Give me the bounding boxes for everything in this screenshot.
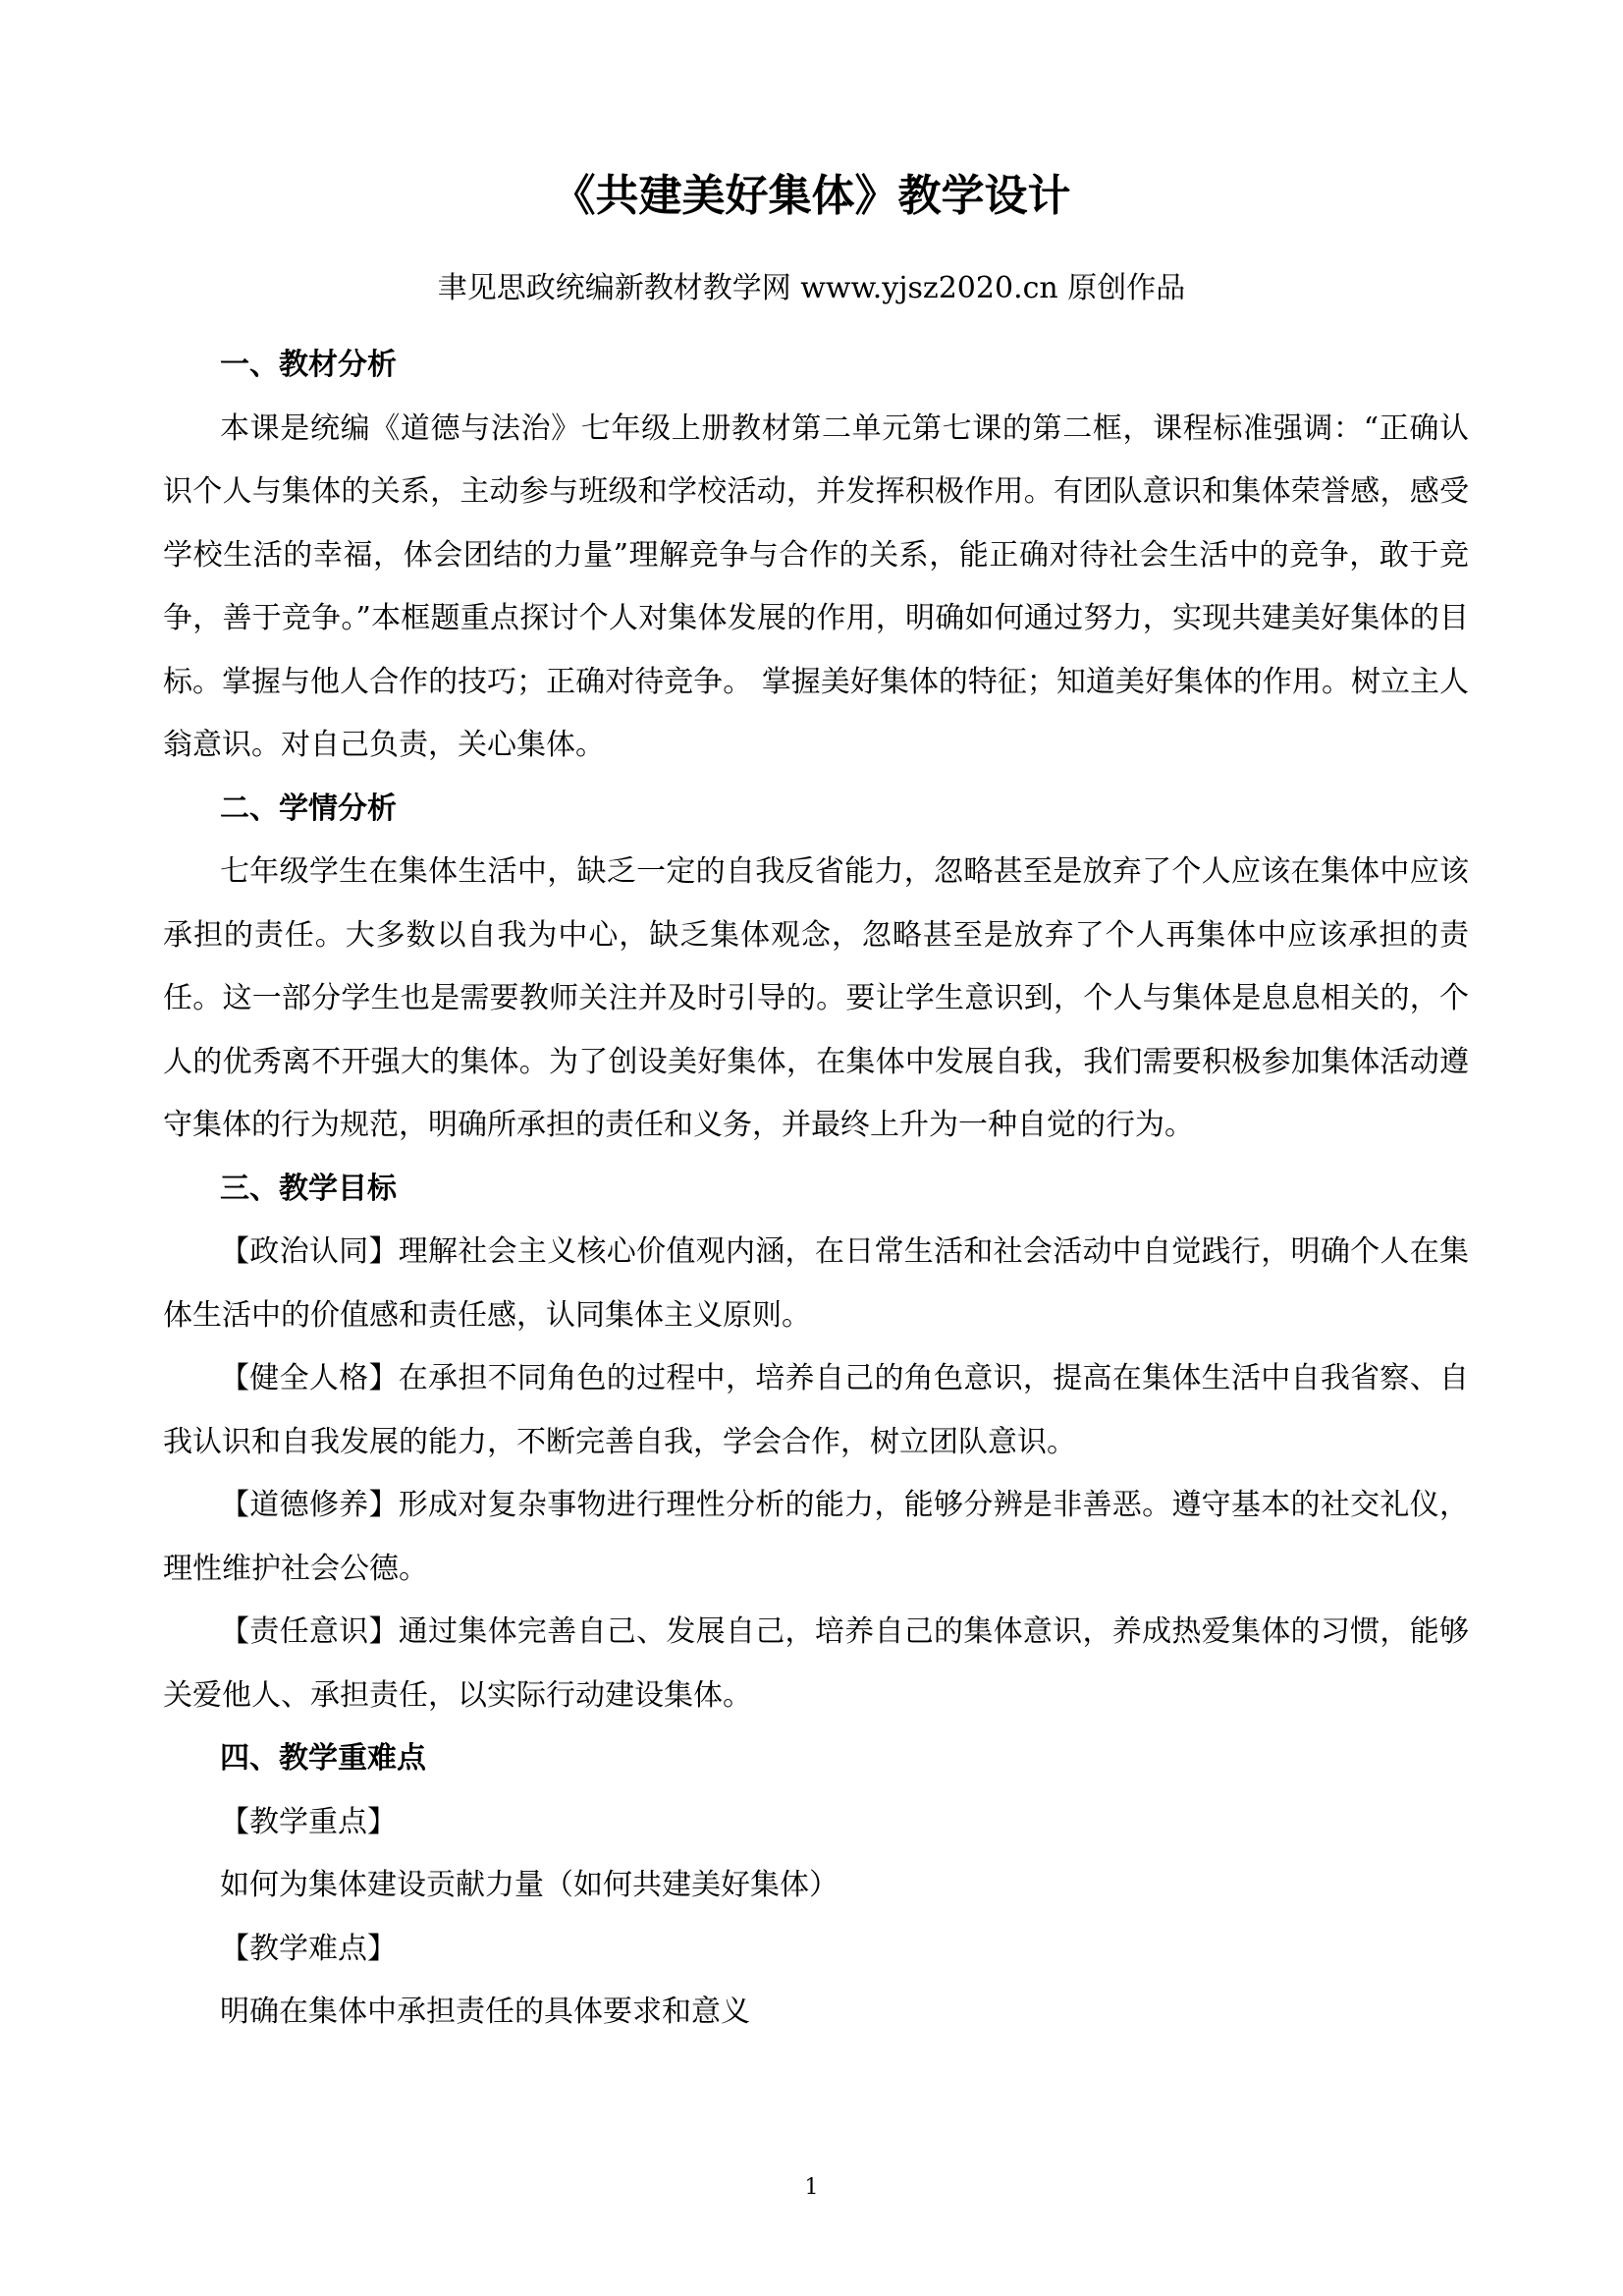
document-title: 《共建美好集体》教学设计: [552, 171, 1071, 221]
document-subtitle: 聿见思政统编新教材教学网 www.yjsz2020.cn 原创作品: [437, 271, 1186, 305]
paragraph-textbook-analysis: 本课是统编《道德与法治》七年级上册教材第二单元第七课的第二框，课程标准强调：“正确认识个人与集体的关系，主动参与班级和学校活动，并发挥积极作用。有团队意识和集体荣誉感，感受学校生活的幸福，体会团结的力量”理解竞争与合作的关系，能正确对待社会生活中的竞争，敢于竞争，善于竞争。”本框题重点探讨个人对集体发展的作用，明确如何通过努力，实现共建美好集体的目标。掌握与他人合作的技巧；正确对待竞争。 掌握美好集体的特征；知道美好集体的作用。树立主人翁意识。对自己负责，关心集体。: [163, 410, 1469, 762]
section-heading-textbook-analysis: 一、教材分析: [220, 348, 397, 382]
paragraph-goal-political-identity: 【政治认同】理解社会主义核心价值观内涵，在日常生活和社会活动中自觉践行，明确个人在集体生活中的价值感和责任感，认同集体主义原则。: [163, 1234, 1469, 1333]
paragraph-goal-moral-cultivation: 【道德修养】形成对复杂事物进行理性分析的能力，能够分辨是非善恶。遵守基本的社交礼仪，理性维护社会公德。: [163, 1488, 1469, 1586]
label-difficult-point: 【教学难点】: [220, 1931, 397, 1966]
text-difficult-point: 明确在集体中承担责任的具体要求和意义: [220, 1995, 750, 2029]
page-number: 1: [804, 2175, 819, 2200]
section-heading-key-difficult-points: 四、教学重难点: [220, 1741, 426, 1776]
text-key-point: 如何为集体建设贡献力量（如何共建美好集体）: [220, 1868, 839, 1902]
label-key-point: 【教学重点】: [220, 1804, 397, 1839]
paragraph-goal-responsibility: 【责任意识】通过集体完善自己、发展自己，培养自己的集体意识，养成热爱集体的习惯，能够关爱他人、承担责任，以实际行动建设集体。: [163, 1614, 1469, 1713]
paragraph-student-analysis: 七年级学生在集体生活中，缺乏一定的自我反省能力，忽略甚至是放弃了个人应该在集体中应该承担的责任。大多数以自我为中心，缺乏集体观念，忽略甚至是放弃了个人再集体中应该承担的责任。这一部分学生也是需要教师关注并及时引导的。要让学生意识到，个人与集体是息息相关的，个人的优秀离不开强大的集体。为了创设美好集体，在集体中发展自我，我们需要积极参加集体活动遵守集体的行为规范，明确所承担的责任和义务，并最终上升为一种自觉的行为。: [163, 854, 1469, 1142]
section-heading-student-analysis: 二、学情分析: [220, 791, 397, 826]
document-body: [163, 334, 1469, 2045]
section-heading-teaching-goals: 三、教学目标: [220, 1171, 397, 1206]
paragraph-goal-sound-personality: 【健全人格】在承担不同角色的过程中，培养自己的角色意识，提高在集体生活中自我省察、自我认识和自我发展的能力，不断完善自我，学会合作，树立团队意识。: [163, 1361, 1469, 1459]
